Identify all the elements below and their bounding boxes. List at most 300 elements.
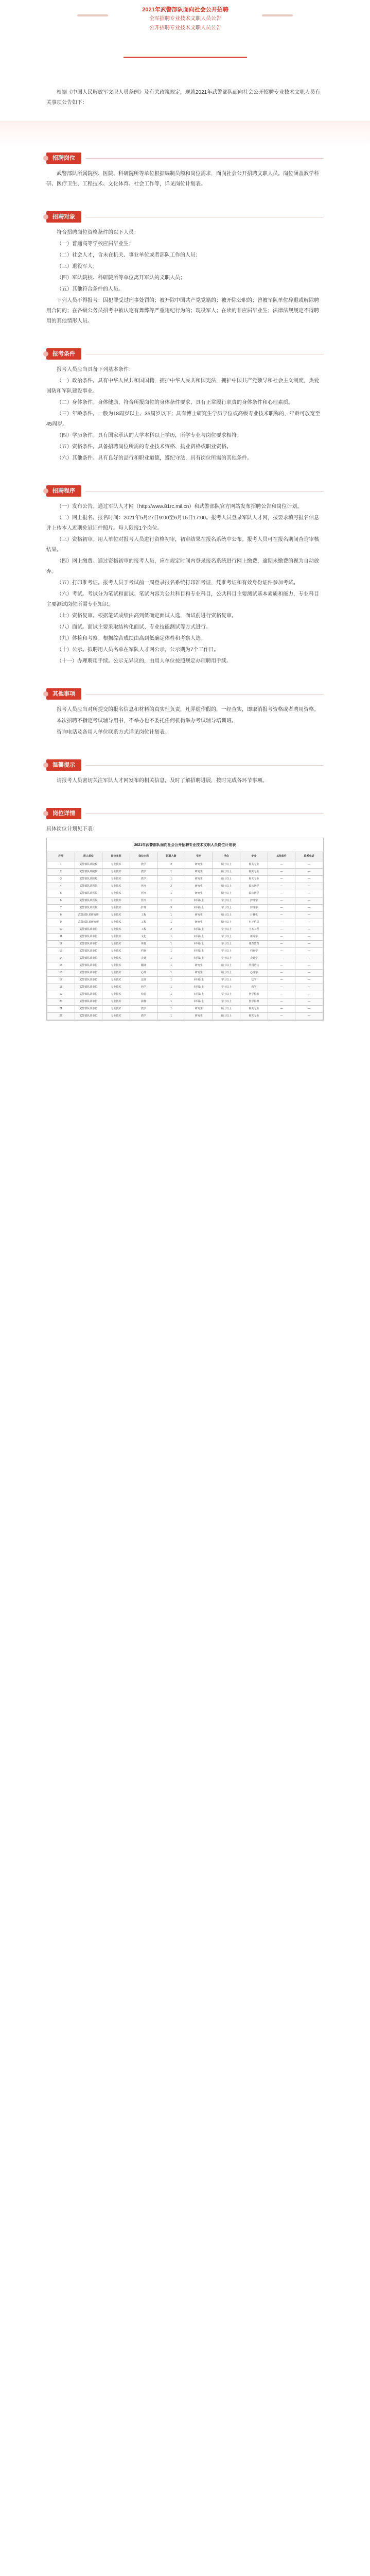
paragraph: 本次招聘不指定考试辅导用书，不举办也不委托任何机构举办考试辅导培训班。 — [57, 718, 237, 724]
section-title: 招聘对象 — [46, 211, 81, 223]
table-cell: — — [268, 919, 295, 926]
table-cell: — — [268, 883, 295, 890]
table-cell: 学士以上 — [213, 934, 240, 941]
table-cell: 专业技术 — [102, 948, 130, 955]
paragraph: （二）身体条件。身体健康，符合所报岗位的身体条件要求，具有正常履行职责的身体条件和心理素质。 — [57, 400, 293, 405]
spacer — [46, 739, 324, 748]
table-cell: — — [268, 991, 295, 998]
paragraph: 报考人员应当对所提交的报名信息和材料的真实性负责，凡弄虚作假的，一经查实，即取消报考资格或者聘用资格。 — [57, 707, 319, 713]
table-cell: — — [268, 998, 295, 1006]
table-cell: 武警部队某单位 — [75, 948, 102, 955]
table-cell: 土木工程 — [240, 926, 268, 934]
table-column-header: 专业 — [240, 852, 268, 861]
table-cell: 1 — [157, 970, 185, 977]
table-cell: 医学影像 — [240, 998, 268, 1006]
table-row — [47, 941, 323, 948]
table-caption: 具体岗位计划见下表： — [46, 826, 98, 832]
table-cell: 档案学 — [240, 948, 268, 955]
table-cell: — — [295, 876, 323, 883]
table-cell: 1 — [157, 869, 185, 876]
table-cell: 1 — [157, 955, 185, 962]
table-cell: 22 — [47, 1013, 75, 1020]
table-cell: — — [268, 912, 295, 919]
section-header — [46, 758, 324, 772]
table-cell: 硕士以上 — [213, 869, 240, 876]
table-cell: 学士以上 — [213, 905, 240, 912]
table-cell: 本科以上 — [185, 905, 213, 912]
table-cell: — — [295, 955, 323, 962]
table-cell: 专业技术 — [102, 912, 130, 919]
spacer — [46, 465, 324, 474]
table-cell: 1 — [157, 1006, 185, 1013]
table-cell: 14 — [47, 955, 75, 962]
table-cell: 硕士以上 — [213, 1013, 240, 1020]
table-cell: — — [268, 890, 295, 897]
table-cell: 专业技术 — [102, 897, 130, 905]
table-cell: 武警部队某单位 — [75, 955, 102, 962]
table-cell: 本科以上 — [185, 977, 213, 984]
table-cell: 临床医学 — [240, 890, 268, 897]
table-cell: 心理学 — [240, 970, 268, 977]
table-cell: 体育教育 — [240, 941, 268, 948]
table-cell: 20 — [47, 998, 75, 1006]
table-cell: — — [295, 998, 323, 1006]
table-cell: 相关专业 — [240, 876, 268, 883]
table-row — [47, 883, 323, 890]
table-cell: 学士以上 — [213, 955, 240, 962]
divider-band — [0, 122, 370, 146]
table-cell: 法律 — [130, 977, 157, 984]
table-cell: 护理学 — [240, 905, 268, 912]
table-cell: 硕士以上 — [213, 883, 240, 890]
table-cell: 硕士以上 — [213, 861, 240, 869]
table-row — [47, 869, 323, 876]
table-header-row — [47, 852, 323, 861]
table-row — [47, 955, 323, 962]
table-cell: 电子信息 — [240, 919, 268, 926]
table-row — [47, 897, 323, 905]
table-cell: 学士以上 — [213, 948, 240, 955]
table-cell: 专业技术 — [102, 962, 130, 970]
table-cell: 武警部队某单位 — [75, 970, 102, 977]
table-cell: — — [268, 934, 295, 941]
table-cell: 工程 — [130, 912, 157, 919]
section-rule — [85, 491, 324, 492]
paragraph: （三）资格初审。用人单位对报考人员进行资格初审，初审结果在报名系统中公布。报考人员可在报名期间查询审核结果。 — [46, 537, 319, 553]
table-cell: 学士以上 — [213, 941, 240, 948]
table-cell: — — [295, 977, 323, 984]
paragraph: （二）社会人才，含未在机关、事业单位或者部队工作的人员； — [57, 252, 201, 258]
table-cell: 专业技术 — [102, 926, 130, 934]
table-row — [47, 984, 323, 991]
table-column-header: 学位 — [213, 852, 240, 861]
table-row — [47, 962, 323, 970]
section — [0, 151, 370, 205]
section-header — [46, 807, 324, 820]
table-cell: 武警部队某单位 — [75, 926, 102, 934]
table-cell: 学士以上 — [213, 977, 240, 984]
table-cell: 外国语言 — [240, 962, 268, 970]
table-cell: — — [295, 991, 323, 998]
table-cell: — — [268, 905, 295, 912]
section — [0, 758, 370, 802]
table-cell: 1 — [47, 861, 75, 869]
table-row — [47, 861, 323, 869]
table-cell: 影像 — [130, 998, 157, 1006]
table-cell: 法学 — [240, 977, 268, 984]
table-cell: 1 — [157, 934, 185, 941]
intro-text: 根据《中国人民解放军文职人员条例》及有关政策规定，现就2021年武警部队面向社会公开招聘专业技术文职人员有关事项公告如下： — [46, 90, 321, 106]
section-header — [46, 210, 324, 224]
table-cell: 12 — [47, 941, 75, 948]
table-cell: 专业技术 — [102, 861, 130, 869]
table-cell: 硕士以上 — [213, 970, 240, 977]
table-cell: 武警部队某医院 — [75, 890, 102, 897]
section-header — [46, 347, 324, 361]
section-rule — [85, 158, 324, 159]
table-cell: 1 — [157, 977, 185, 984]
table-cell: 2 — [157, 861, 185, 869]
table-cell: 专业技术 — [102, 883, 130, 890]
table-cell: — — [295, 962, 323, 970]
table-cell: 学士以上 — [213, 991, 240, 998]
table-cell: — — [268, 941, 295, 948]
spacer — [46, 191, 324, 200]
table-column-header: 学历 — [185, 852, 213, 861]
section-header — [46, 484, 324, 498]
table-cell: 1 — [157, 1013, 185, 1020]
table-cell: 专业技术 — [102, 970, 130, 977]
table-cell: — — [268, 1013, 295, 1020]
table-row — [47, 998, 323, 1006]
table-section — [0, 807, 370, 1021]
table-cell: 16 — [47, 970, 75, 977]
article-header — [0, 0, 370, 72]
table-cell: 1 — [157, 941, 185, 948]
table-cell: — — [295, 912, 323, 919]
table-cell: 专业技术 — [102, 876, 130, 883]
table-cell: 本科以上 — [185, 897, 213, 905]
table-cell: 研究生 — [185, 1006, 213, 1013]
table-cell: — — [268, 977, 295, 984]
table-cell: 医疗 — [130, 890, 157, 897]
paragraph: 请报考人员密切关注军队人才网发布的相关信息，及时了解招聘进展，按时完成各环节事项。 — [57, 778, 268, 784]
table-cell: — — [295, 1006, 323, 1013]
table-cell: 本科以上 — [185, 984, 213, 991]
table-cell: 1 — [157, 948, 185, 955]
table-column-header: 岗位名称 — [130, 852, 157, 861]
table-cell: 工程 — [130, 919, 157, 926]
table-column-header: 序号 — [47, 852, 75, 861]
table-cell: — — [295, 941, 323, 948]
table-column-header: 用人单位 — [75, 852, 102, 861]
paragraph: （六）考试。考试分为笔试和面试。笔试内容为公共科目和专业科目，公共科目主要测试基本素质和能力，专业科目主要测试岗位所需专业知识。 — [46, 591, 319, 607]
table-cell: — — [295, 905, 323, 912]
table-row — [47, 926, 323, 934]
table-cell: 教学 — [130, 1013, 157, 1020]
article-sections — [0, 151, 370, 802]
table-cell: — — [295, 984, 323, 991]
paragraph: （五）打印准考证。报考人员于考试前一周登录报名系统打印准考证，凭准考证和有效身份证件参加考试。 — [57, 580, 298, 586]
table-cell: 本科以上 — [185, 998, 213, 1006]
paragraph: （九）体检和考察。根据综合成绩由高到低确定体检和考察人选。 — [57, 636, 206, 641]
paragraph: （十一）办理聘用手续。公示无异议的，由用人单位按照规定办理聘用手续。 — [57, 658, 232, 664]
table-cell: 本科以上 — [185, 941, 213, 948]
table-cell: 医疗 — [130, 883, 157, 890]
table-cell: 7 — [47, 905, 75, 912]
table-cell: 8 — [47, 912, 75, 919]
table-cell: 医疗 — [130, 897, 157, 905]
table-cell: 武警部队某单位 — [75, 962, 102, 970]
paragraph: （四）学历条件。具有国家承认的大学本科以上学历，所学专业与岗位要求相符。 — [57, 433, 242, 438]
table-cell: — — [268, 948, 295, 955]
paragraph: （一）普通高等学校应届毕业生； — [57, 241, 134, 247]
table-cell: 13 — [47, 948, 75, 955]
table-cell: 工程 — [130, 926, 157, 934]
table-row — [47, 991, 323, 998]
table-cell: 武警部队某研究所 — [75, 919, 102, 926]
spacer — [46, 787, 324, 796]
table-cell: 2 — [157, 883, 185, 890]
section — [0, 484, 370, 682]
table-cell: 专业技术 — [102, 977, 130, 984]
table-cell: 教学 — [130, 861, 157, 869]
table-cell: 21 — [47, 1006, 75, 1013]
section-title: 报考条件 — [46, 348, 81, 360]
table-cell: 研究生 — [185, 919, 213, 926]
table-cell: 专业技术 — [102, 1006, 130, 1013]
paragraph: （一）政治条件。具有中华人民共和国国籍，拥护中华人民共和国宪法，拥护中国共产党领导和社会主义制度，热爱国防和军队建设事业。 — [46, 378, 319, 394]
table-cell: 护理 — [130, 905, 157, 912]
table-cell: 4 — [47, 883, 75, 890]
table-row — [47, 948, 323, 955]
table-cell: 学士以上 — [213, 926, 240, 934]
table-cell: 武警部队某单位 — [75, 934, 102, 941]
table-cell: 武警部队某单位 — [75, 998, 102, 1006]
table-cell: 1 — [157, 876, 185, 883]
table-cell: 专业技术 — [102, 998, 130, 1006]
table-cell: 武警部队某医院 — [75, 897, 102, 905]
table-column-header: 联系电话 — [295, 852, 323, 861]
table-cell: — — [295, 934, 323, 941]
table-cell: 武警部队某医院 — [75, 883, 102, 890]
table-cell: 本科以上 — [185, 934, 213, 941]
table-cell: 17 — [47, 977, 75, 984]
table-cell: 专业技术 — [102, 984, 130, 991]
table-cell: 硕士以上 — [213, 890, 240, 897]
table-cell: 1 — [157, 919, 185, 926]
table-cell: — — [295, 869, 323, 876]
table-cell: — — [295, 861, 323, 869]
table-cell: 1 — [157, 890, 185, 897]
table-cell: 本科以上 — [185, 948, 213, 955]
table-cell: 硕士以上 — [213, 1006, 240, 1013]
table-cell: 武警部队某院校 — [75, 876, 102, 883]
table-row — [47, 1006, 323, 1013]
table-cell: 9 — [47, 919, 75, 926]
table-cell: 11 — [47, 934, 75, 941]
table-cell: — — [295, 897, 323, 905]
paragraph: （一）发布公告。通过军队人才网（http://www.81rc.mil.cn）和武警部队官方网站发布招聘公告和岗位计划。 — [57, 504, 303, 510]
table-cell: 研究生 — [185, 869, 213, 876]
table-row — [47, 876, 323, 883]
table-cell: 19 — [47, 991, 75, 998]
spacer — [46, 668, 324, 677]
section-title: 其他事项 — [46, 688, 81, 700]
table-cell: — — [268, 984, 295, 991]
table-cell: 本科以上 — [185, 991, 213, 998]
table-row — [47, 934, 323, 941]
title-line-2: 全军招聘专业技术文职人员公告 — [149, 16, 221, 22]
table-cell: 1 — [157, 998, 185, 1006]
table-cell: 武警部队某单位 — [75, 1013, 102, 1020]
table-cell: 1 — [157, 912, 185, 919]
section-rule — [85, 765, 324, 766]
table-row — [47, 977, 323, 984]
table-cell: 新闻学 — [240, 934, 268, 941]
paragraph: （五）其他符合条件的人员。 — [57, 286, 124, 292]
paragraph: （三）年龄条件。一般为18周岁以上、35周岁以下；具有博士研究生学历学位或高级专业技术职称的，年龄可放宽至45周岁。 — [46, 411, 321, 427]
table-cell: 1 — [157, 991, 185, 998]
spacer — [46, 328, 324, 337]
title-line-1: 2021年武警部队面向社会公开招聘 — [142, 7, 228, 13]
table-cell: 5 — [47, 890, 75, 897]
section-title: 招聘岗位 — [46, 152, 81, 164]
bottom-padding — [0, 1021, 370, 1052]
table-cell: 专业技术 — [102, 919, 130, 926]
table-row — [47, 1013, 323, 1020]
table-cell: — — [268, 955, 295, 962]
table-cell: 武警部队某单位 — [75, 984, 102, 991]
jobs-table-frame — [46, 838, 324, 1021]
table-cell: 武警部队某研究所 — [75, 912, 102, 919]
table-cell: 心理 — [130, 970, 157, 977]
table-cell: 体育 — [130, 941, 157, 948]
table-cell: 会计 — [130, 955, 157, 962]
paragraph: （八）面试。面试主要采取结构化面试、专业技能测试等方式进行。 — [57, 624, 211, 630]
paragraph: （二）网上报名。报名时间：2021年5月27日9:00至6月15日17:00。报考人员登录军队人才网，按要求填写报名信息并上传本人近期免冠证件照片。每人限报1个岗位。 — [46, 515, 320, 531]
table-cell: 专业技术 — [102, 941, 130, 948]
table-cell: 学士以上 — [213, 984, 240, 991]
table-cell: 研究生 — [185, 970, 213, 977]
table-cell: 18 — [47, 984, 75, 991]
table-cell: 翻译 — [130, 962, 157, 970]
table-body — [47, 861, 323, 1020]
table-cell: 学士以上 — [213, 897, 240, 905]
paragraph: 符合招聘岗位资格条件的以下人员： — [57, 230, 139, 235]
paragraph: （六）其他条件。具有良好的品行和职业道德，遵纪守法，具有岗位所需的其他条件。 — [57, 455, 252, 461]
jobs-table — [47, 852, 323, 1020]
table-cell: 专业技术 — [102, 869, 130, 876]
table-column-header: 招聘人数 — [157, 852, 185, 861]
table-cell: — — [295, 890, 323, 897]
section — [0, 687, 370, 753]
table-title: 2021年武警部队面向社会公开招聘专业技术文职人员岗位计划表 — [134, 843, 236, 847]
table-row — [47, 890, 323, 897]
table-cell: 药学 — [240, 984, 268, 991]
table-cell: 检验 — [130, 991, 157, 998]
table-row — [47, 919, 323, 926]
table-cell: 2 — [157, 926, 185, 934]
table-cell: 研究生 — [185, 883, 213, 890]
table-cell: 1 — [157, 897, 185, 905]
table-cell: 武警部队某单位 — [75, 1006, 102, 1013]
table-cell: 武警部队某单位 — [75, 977, 102, 984]
table-cell: 研究生 — [185, 1013, 213, 1020]
section-header — [46, 687, 324, 701]
paragraph: （四）网上缴费。通过资格初审的报考人员，应在规定时间内登录报名系统进行网上缴费，逾期未缴费的视为自动放弃。 — [46, 558, 319, 574]
table-cell: — — [268, 926, 295, 934]
table-cell: 本科以上 — [185, 926, 213, 934]
table-cell: 武警部队某院校 — [75, 861, 102, 869]
section-title: 招聘程序 — [46, 485, 81, 497]
table-cell: 硕士以上 — [213, 962, 240, 970]
table-cell: — — [268, 869, 295, 876]
section — [0, 210, 370, 342]
table-cell: 专业技术 — [102, 991, 130, 998]
section-title: 温馨提示 — [46, 759, 81, 771]
table-column-header: 其他条件 — [268, 852, 295, 861]
table-cell: 护理学 — [240, 897, 268, 905]
table-cell: — — [268, 1006, 295, 1013]
table-cell: 研究生 — [185, 876, 213, 883]
table-cell: 本科以上 — [185, 955, 213, 962]
table-cell: 教学 — [130, 1006, 157, 1013]
table-cell: 硕士以上 — [213, 919, 240, 926]
table-cell: 2 — [47, 869, 75, 876]
table-cell: 医学检验 — [240, 991, 268, 998]
paragraph: 咨询电话及各用人单位联系方式详见岗位计划表。 — [57, 730, 170, 735]
table-row — [47, 912, 323, 919]
table-cell: 文化 — [130, 934, 157, 941]
table-cell: 6 — [47, 897, 75, 905]
table-cell: 会计学 — [240, 955, 268, 962]
table-cell: 专业技术 — [102, 905, 130, 912]
table-cell: — — [295, 883, 323, 890]
table-cell: 研究生 — [185, 962, 213, 970]
section-header — [46, 151, 324, 165]
table-cell: — — [295, 926, 323, 934]
table-cell: — — [295, 919, 323, 926]
table-cell: — — [295, 1013, 323, 1020]
table-cell: 武警部队某单位 — [75, 991, 102, 998]
table-cell: 教学 — [130, 869, 157, 876]
table-cell: — — [295, 970, 323, 977]
table-cell: 3 — [47, 876, 75, 883]
table-cell: 武警部队某院校 — [75, 869, 102, 876]
table-cell: 3 — [157, 905, 185, 912]
table-cell: 研究生 — [185, 912, 213, 919]
table-cell: 相关专业 — [240, 1006, 268, 1013]
table-cell: — — [295, 948, 323, 955]
paragraph: 武警部队所属院校、医院、科研院所等单位根据编制员额和岗位需求，面向社会公开招聘文职人员。岗位涵盖教学科研、医疗卫生、工程技术、文化体育、社会工作等，详见岗位计划表。 — [46, 171, 319, 187]
paragraph: （十）公示。拟聘用人员名单在军队人才网公示，公示期为7个工作日。 — [57, 647, 219, 653]
table-cell: — — [268, 970, 295, 977]
table-cell: 药学 — [130, 984, 157, 991]
title-line-3: 公开招聘专业技术文职人员公告 — [149, 25, 221, 31]
table-cell: 硕士以上 — [213, 876, 240, 883]
article-title — [82, 5, 288, 57]
table-cell: 武警部队某单位 — [75, 941, 102, 948]
table-cell: 学士以上 — [213, 998, 240, 1006]
paragraph: （三）退役军人； — [57, 264, 98, 269]
table-cell: 硕士以上 — [213, 912, 240, 919]
title-underline — [124, 57, 247, 58]
intro — [0, 72, 370, 122]
table-cell: — — [268, 897, 295, 905]
table-cell: 相关专业 — [240, 861, 268, 869]
table-cell: 相关专业 — [240, 869, 268, 876]
